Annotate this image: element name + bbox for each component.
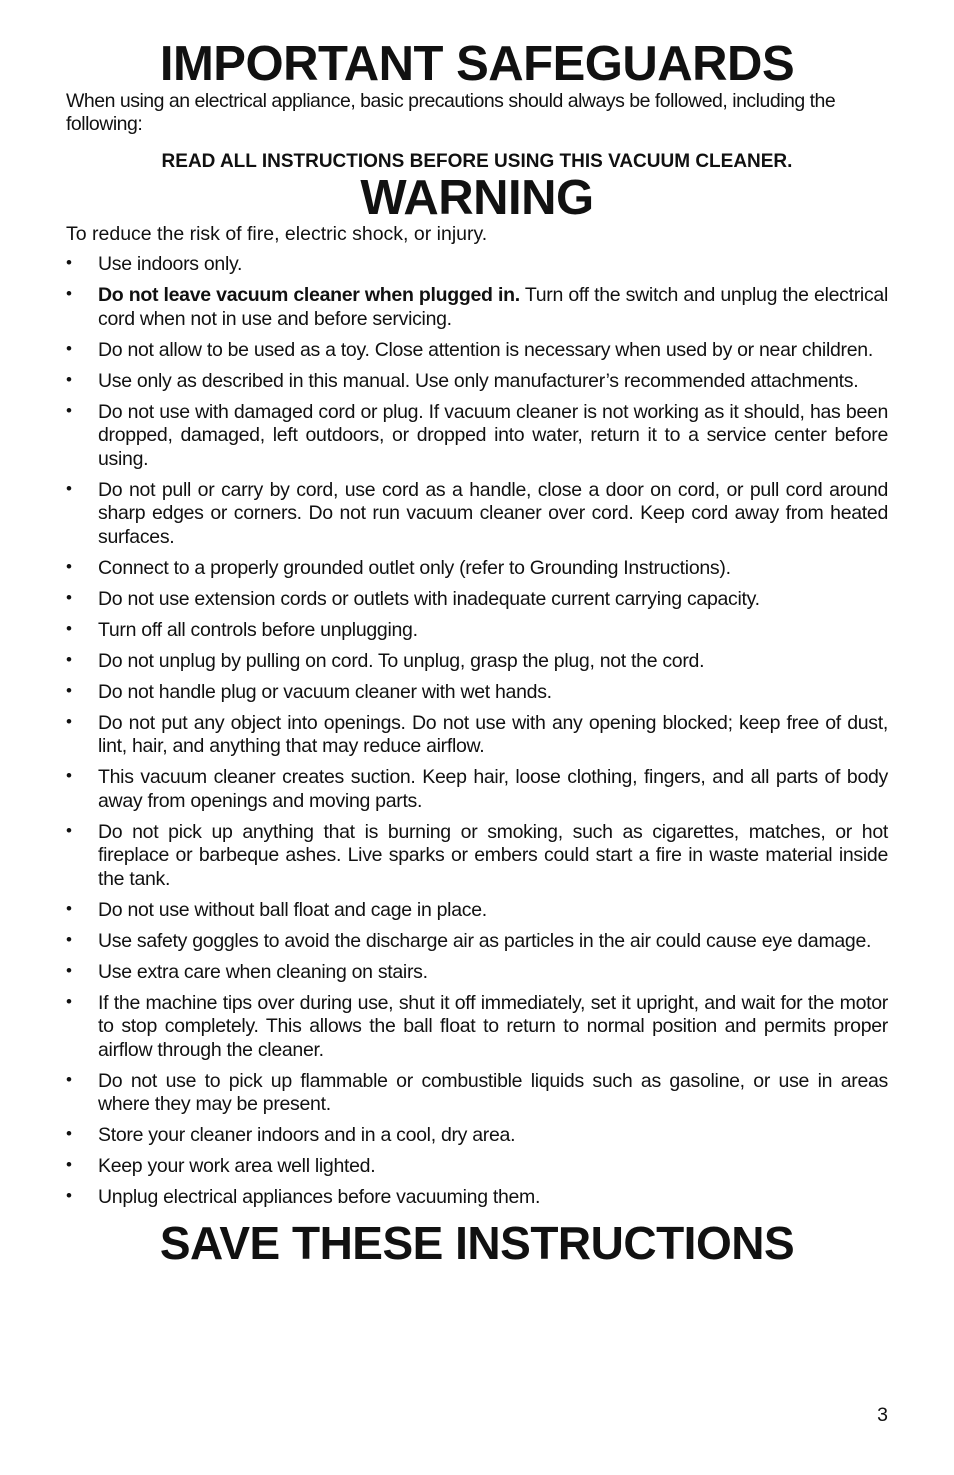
list-item [66, 401, 888, 472]
list-item-text: Turn off all controls before unplugging. [98, 618, 418, 641]
bullet-icon: • [66, 820, 72, 840]
list-item-text: Do not pick up anything that is burning or smoking, such as cigarettes, matches, or hot fireplace or barbeque ashes. Live sparks or embers could start a fire in waste material inside the tank. [98, 820, 888, 890]
bullet-icon: • [66, 284, 72, 303]
list-item [66, 1124, 888, 1148]
list-item [66, 1155, 888, 1179]
list-item-text: Do not use extension cords or outlets with inadequate current carrying capacity. [98, 587, 760, 610]
bullet-icon: • [66, 338, 72, 358]
bullet-icon: • [66, 766, 72, 785]
document-page [66, 38, 888, 1269]
list-item-text: Do not pull or carry by cord, use cord as a handle, close a door on cord, or pull cord around sharp edges or corners. Do not run vacuum cleaner over cord. Keep cord away from heated surfaces. [98, 478, 888, 548]
bullet-icon: • [66, 400, 72, 420]
bullet-icon: • [66, 711, 72, 731]
list-item [66, 899, 888, 923]
list-item-text: Do not allow to be used as a toy. Close attention is necessary when used by or near children. [98, 338, 873, 361]
list-item [66, 557, 888, 581]
list-item [66, 766, 888, 813]
bullet-icon: • [66, 1186, 72, 1205]
list-item-text: If the machine tips over during use, shut it off immediately, set it upright, and wait for the motor to stop completely. This allows the ball float to return to normal position and permits proper airflow through the cleaner. [98, 991, 888, 1061]
safeguard-list [66, 253, 888, 1210]
list-item [66, 961, 888, 985]
list-item [66, 370, 888, 394]
bullet-icon: • [66, 1124, 72, 1143]
list-item [66, 1186, 888, 1210]
list-item-text: Use safety goggles to avoid the discharge air as particles in the air could cause eye damage. [98, 929, 872, 952]
list-item [66, 712, 888, 759]
list-item [66, 821, 888, 892]
bullet-icon: • [66, 898, 72, 918]
list-item [66, 650, 888, 674]
list-item-text: Keep your work area well lighted. [98, 1155, 376, 1177]
list-item [66, 588, 888, 612]
list-item-text: Do not use without ball float and cage in place. [98, 898, 487, 921]
bullet-icon: • [66, 680, 72, 700]
list-item [66, 992, 888, 1063]
list-item-text: Do not use to pick up flammable or combustible liquids such as gasoline, or use in areas where they may be present. [98, 1069, 888, 1115]
bullet-icon: • [66, 929, 72, 949]
list-item-text: This vacuum cleaner creates suction. Keep hair, loose clothing, fingers, and all parts of body away from openings and moving parts. [98, 766, 888, 812]
list-item-text: Use only as described in this manual. Use only manufacturer’s recommended attachments. [98, 369, 859, 392]
bullet-icon: • [66, 478, 72, 498]
list-item [66, 253, 888, 277]
bullet-icon: • [66, 991, 72, 1011]
bullet-icon: • [66, 369, 72, 389]
list-item-text: Connect to a properly grounded outlet only (refer to Grounding Instructions). [98, 556, 731, 579]
bullet-icon: • [66, 1069, 72, 1089]
warning-heading: WARNING [360, 171, 594, 225]
page-title: IMPORTANT SAFEGUARDS [159, 37, 795, 91]
list-item [66, 339, 888, 363]
list-item-text: Unplug electrical appliances before vacuuming them. [98, 1186, 541, 1208]
list-item [66, 1070, 888, 1117]
list-item-text: Store your cleaner indoors and in a cool, dry area. [98, 1124, 516, 1146]
bullet-icon: • [66, 1155, 72, 1174]
bullet-icon: • [66, 587, 72, 607]
bullet-icon: • [66, 556, 72, 576]
list-item [66, 619, 888, 643]
list-item-text: Use extra care when cleaning on stairs. [98, 960, 428, 983]
list-item [66, 681, 888, 705]
save-instructions-heading: SAVE THESE INSTRUCTIONS [159, 1217, 795, 1269]
list-item-text: Use indoors only. [98, 253, 243, 275]
list-item [66, 479, 888, 550]
intro-paragraph: When using an electrical appliance, basic precautions should always be followed, including the following: [66, 90, 836, 135]
bullet-icon: • [66, 253, 72, 272]
bullet-icon: • [66, 960, 72, 980]
list-item-text: Do not put any object into openings. Do not use with any opening blocked; keep free of dust, lint, hair, and anything that may reduce airflow. [98, 711, 888, 757]
warning-subtitle: To reduce the risk of fire, electric shock, or injury. [66, 223, 488, 245]
list-item-text: Do not use with damaged cord or plug. If vacuum cleaner is not working as it should, has been dropped, damaged, left outdoors, or dropped into water, return it to a service center before using. [98, 400, 888, 470]
bullet-icon: • [66, 649, 72, 669]
list-item-bold-text: Do not leave vacuum cleaner when plugged in. [98, 284, 520, 306]
bullet-icon: • [66, 618, 72, 638]
read-all-notice: READ ALL INSTRUCTIONS BEFORE USING THIS VACUUM CLEANER. [161, 151, 793, 172]
list-item-text: Do not handle plug or vacuum cleaner with wet hands. [98, 680, 552, 703]
page-number: 3 [877, 1404, 888, 1426]
list-item-text: Do not unplug by pulling on cord. To unplug, grasp the plug, not the cord. [98, 649, 705, 672]
list-item [66, 284, 888, 331]
list-item-text: Turn off the switch and unplug the electrical cord when not in use and before servicing. [98, 284, 888, 330]
list-item [66, 930, 888, 954]
